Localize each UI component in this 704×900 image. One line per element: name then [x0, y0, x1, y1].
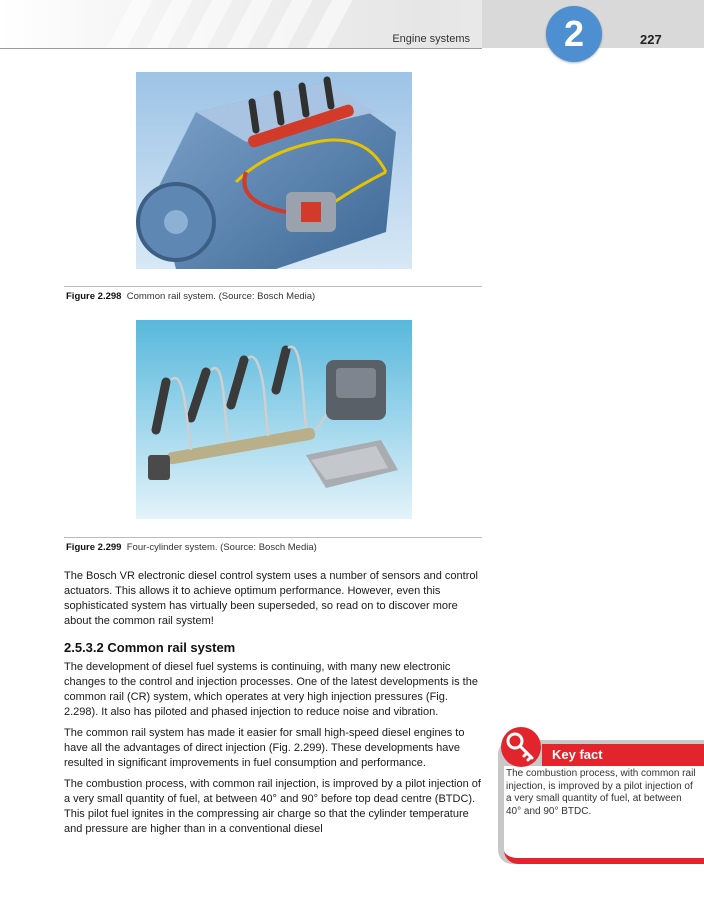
key-fact-title: Key fact: [542, 744, 704, 766]
paragraph: The development of diesel fuel systems is continuing, with many new electronic changes to the control and injection processes. One of the latest developments is the common rail (CR) system, which operates at very high injection pressures (Fig. 2.298). It also has piloted and phased injection to reduce noise and vibration.: [64, 661, 478, 718]
figure-caption: [66, 291, 315, 302]
chapter-number-badge: 2: [546, 6, 602, 62]
intro-paragraph: The Bosch VR electronic diesel control system uses a number of sensors and control actuators. This allows it to achieve optimum performance. However, even this sophisticated system has virtually been superseded, so read on to discover more about the common rail system!: [64, 570, 478, 627]
figure-2-299-image: [136, 320, 412, 519]
paragraph: The combustion process, with common rail injection, is improved by a pilot injection of a very small quantity of fuel, at between 40° and 90° before top dead centre (BTDC). This pilot fuel ignites in the compressing air charge so that the cylinder temperature and pressure are higher than in a conventional diesel: [64, 778, 481, 835]
page-number: 227: [640, 32, 662, 47]
figure-label: Figure 2.298: [66, 291, 122, 302]
key-icon: [498, 724, 544, 770]
figure-caption: [66, 542, 317, 553]
running-header-title: Engine systems: [392, 33, 470, 45]
paragraph: The common rail system has made it easier for small high-speed diesel engines to have all the advantages of direct injection (Fig. 2.299). These developments have resulted in significant improvements in fuel consumption and performance.: [64, 727, 465, 769]
section-body: [64, 660, 482, 843]
figure-2-298-image: [136, 72, 412, 269]
figure-caption-text: Common rail system. (Source: Bosch Media): [126, 291, 316, 302]
figure-caption-text: Four-cylinder system. (Source: Bosch Media): [126, 542, 317, 553]
key-fact-text: The combustion process, with common rail injection, is improved by a pilot injection of a very small quantity of fuel, at between 40° and 90° BTDC.: [504, 766, 704, 864]
key-fact-box: [498, 724, 704, 864]
figure-rule: [64, 286, 482, 287]
section-heading: 2.5.3.2 Common rail system: [64, 640, 236, 655]
header-rule: [0, 48, 482, 49]
figure-label: Figure 2.299: [66, 542, 122, 553]
figure-rule: [64, 537, 482, 538]
